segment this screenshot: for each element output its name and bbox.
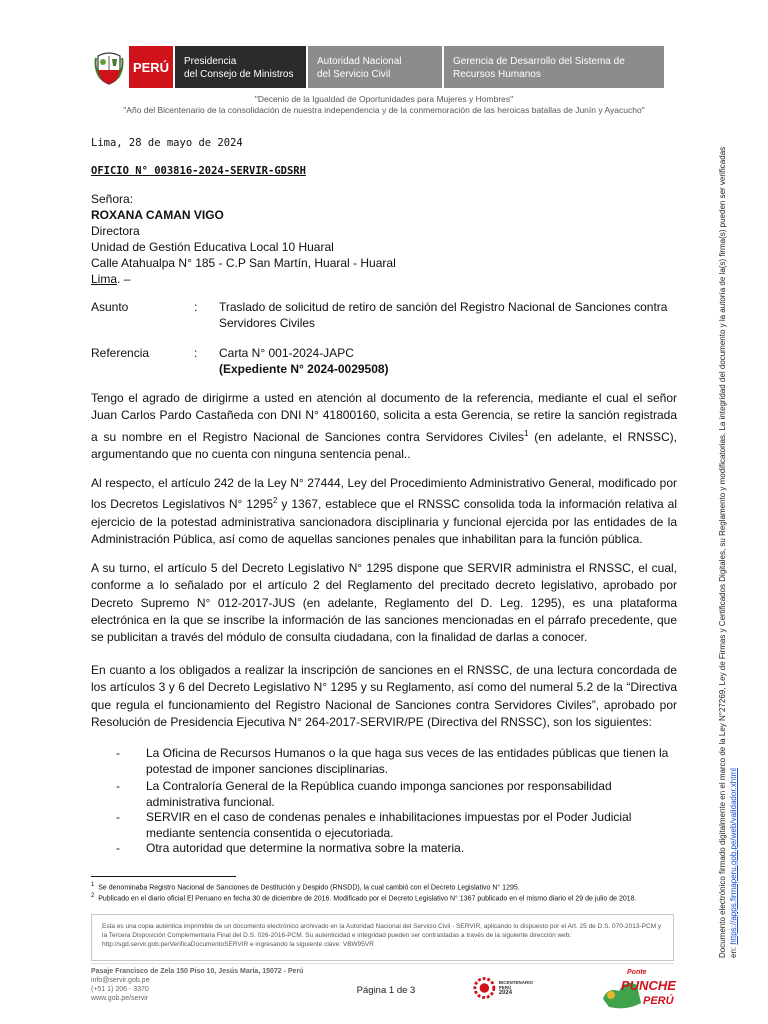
recipient-address: Calle Atahualpa N° 185 - C.P San Martín, Huaral - Huaral — [91, 256, 396, 270]
document-date: Lima, 28 de mayo de 2024 — [91, 137, 243, 149]
paragraph-2 — [91, 475, 677, 548]
recipient-block — [91, 191, 396, 287]
oficio-number: OFICIO N° 003816-2024-SERVIR-GDSRH — [91, 165, 306, 177]
bicentenario-logo — [473, 973, 533, 1003]
bicentenario-year: 2024 — [498, 989, 513, 996]
paragraph-1-tail: (en adelante, el RNSSC), argumentando que no cuenta con ninguna sentencia penal.. — [91, 429, 677, 461]
recipient-name: ROXANA CAMAN VIGO — [91, 208, 224, 222]
list-dash: - — [116, 746, 120, 760]
paragraph-1-text: Tengo el agrado de dirigirme a usted en atención al documento de la referencia, mediante el cual el señor Juan Carlos Pardo Castañeda con DNI N° 41800160, solicita a esta Gerencia, se retire la sanción registrada a su nombre en el Registro Nacional de Sanciones contra Servidores Civiles — [91, 391, 677, 444]
list-item-text: Otra autoridad que determine la normativa sobre la materia. — [146, 841, 465, 855]
verification-notice: Esta es una copia auténtica imprimible de un documento electrónico archivado en la Autoridad Nacional del Servicio Civil - SERVIR, aplicando lo dispuesto por el Art. 25 de D.S. 070-2013-PCM y la Tercera Disposición Complementaria Final del D.S. 026-2016-PCM. Su autenticidad e integridad pueden ser contrastadas a través de la siguiente dirección web: http://sgd.servir.gob.pe/VerificaDocumentoSERVIR e ingresando la siguiente clave: VBW95VR — [91, 914, 674, 961]
digital-signature-note — [717, 138, 763, 958]
country-badge: PERÚ — [129, 46, 173, 88]
footnote-rule — [91, 876, 236, 877]
asunto-line: Servidores Civiles — [219, 316, 316, 330]
header-box-line: Presidencia — [184, 56, 237, 67]
institution-header — [91, 46, 664, 88]
list-item-text: SERVIR en el caso de condenas penales e inhabilitaciones impuestas por el Poder Judicial mediante sentencia consentida o ejecutoriada. — [146, 810, 632, 840]
header-box-line: Gerencia de Desarrollo del Sistema de — [453, 56, 625, 67]
footnote-ref-1: 1 — [524, 428, 529, 438]
list-item — [116, 810, 676, 841]
paragraph-2-tail: y 1367, establece que el RNSSC consolida toda la información relativa al ejercicio de la potestad administrativa sancionadora disciplinaria y funcional ejercida por las entidades de la Administración Pública, así como de aquellas sanciones penales que inhabilitan para la función pública. — [91, 497, 677, 546]
ponte-punche-logo — [597, 969, 676, 1013]
footer-web[interactable]: www.gob.pe/servir — [91, 995, 149, 1002]
footer-phone: (+51 1) 206 - 3370 — [91, 986, 149, 993]
recipient-unit: Unidad de Gestión Educativa Local 10 Huaral — [91, 240, 334, 254]
footnote-text: Publicado en el diario oficial El Peruano en fecha 30 de diciembre de 2016. Modificado por el Decreto Legislativo N° 1367 publicado en el mismo diario el 29 de julio de 2018. — [98, 895, 637, 903]
paragraph-1 — [91, 390, 677, 463]
referencia-line: Carta N° 001-2024-JAPC — [219, 346, 354, 360]
asunto-colon: : — [194, 300, 198, 314]
footnote-num: 1 — [91, 882, 95, 888]
coat-of-arms-icon — [91, 46, 127, 88]
recipient-city-line — [91, 271, 396, 287]
header-box-line: Autoridad Nacional — [317, 56, 402, 67]
list-item — [116, 779, 676, 810]
list-item-text: La Contraloría General de la República cuando imponga sanciones por responsabilidad administrativa funcional. — [146, 779, 612, 809]
referencia-text — [219, 345, 389, 377]
header-box-servir — [308, 46, 442, 88]
footnote-1 — [91, 881, 677, 892]
paragraph-3: A su turno, el artículo 5 del Decreto Legislativo N° 1295 dispone que SERVIR administra el RNSSC, el cual, conforme a lo señalado por el artículo 2 del Reglamento del precitado decreto legislativo, aprobado por Decreto Supremo N° 012-2017-JUS (en adelante, Reglamento del D. Leg. 1295), es una plataforma electrónica en la que se inscribe la información de las sanciones mencionadas en el párrafo precedente, que se publicitan a través del módulo de consulta ciudadana, con la finalidad de darlas a conocer. — [91, 561, 677, 645]
footnote-num: 2 — [91, 893, 95, 899]
list-dash: - — [116, 779, 120, 793]
bicentenario-text — [499, 980, 533, 997]
recipient-city-suffix: . – — [117, 272, 131, 286]
list-item — [116, 841, 676, 857]
validator-link[interactable]: https://apps.firmaperu.gob.pe/web/validador.xhtml — [729, 768, 738, 945]
paragraph-4: En cuanto a los obligados a realizar la inscripción de sanciones en el RNSSC, de una lectura concordada de los artículos 3 y 6 del Decreto Legislativo N° 1295 y su Reglamento, así como del numeral 5.2 de la “Directiva que regula el funcionamiento del Registro Nacional de Sanciones contra Servidores Civiles”, aprobado por Resolución de Presidencia Ejecutiva N° 264-2017-SERVIR/PE (Directiva del RNSSC), son los siguientes: — [91, 663, 677, 729]
list-dash: - — [116, 810, 120, 824]
list-dash: - — [116, 841, 120, 855]
peru-word: PERÚ — [643, 995, 674, 1007]
footer-divider — [91, 963, 674, 964]
asunto-text — [219, 299, 679, 331]
footnote-ref-2: 2 — [273, 496, 278, 506]
referencia-label: Referencia — [91, 346, 150, 360]
header-box-line: Recursos Humanos — [453, 69, 541, 80]
bicentenario-line: PERÚ — [498, 985, 512, 991]
asunto-line: Traslado de solicitud de retiro de sanción del Registro Nacional de Sanciones contra — [219, 300, 668, 314]
ponte-word: Ponte — [627, 969, 647, 976]
signature-note-text: Documento electrónico firmado digitalmente en el marco de la Ley N°27269, Ley de Firmas y Certificados Digitales, su Reglamento y modificatorias. La integridad del documento y la autoría de la(s) firma(s) pueden ser verificadas en: — [718, 146, 738, 958]
header-box-pcm — [175, 46, 306, 88]
bicentenario-line: BICENTENARIO — [498, 979, 533, 985]
punche-word: PUNCHE — [621, 978, 676, 993]
footer-contact — [91, 967, 303, 1003]
salutation: Señora: — [91, 192, 134, 206]
bicentenario-icon — [473, 976, 496, 1000]
footer-email[interactable]: info@servir.gob.pe — [91, 977, 150, 984]
year-line: "Año del Bicentenario de la consolidación de nuestra independencia y de la conmemoración de las heroicas batallas de Junín y Ayacucho" — [123, 105, 645, 115]
year-designation — [0, 94, 768, 116]
footer-address: Pasaje Francisco de Zela 150 Piso 10, Jesús María, 15072 - Perú — [91, 968, 304, 975]
paragraph-2-text: Al respecto, el artículo 242 de la Ley N° 27444, Ley del Procedimiento Administrativo General, modificado por los Decretos Legislativos N° 1295 — [91, 476, 677, 512]
header-box-line: del Servicio Civil — [317, 69, 391, 80]
page-number: Página 1 de 3 — [356, 985, 416, 996]
referencia-expediente: (Expediente N° 2024-0029508) — [219, 362, 389, 376]
asunto-label: Asunto — [91, 300, 129, 314]
footnote-text: Se denominaba Registro Nacional de Sanciones de Destitución y Despido (RNSDD), la cual cambió con el Decreto Legislativo N° 1295. — [98, 884, 520, 892]
decenio-line: "Decenio de la Igualdad de Oportunidades para Mujeres y Hombres" — [254, 94, 514, 104]
header-box-gerencia — [444, 46, 664, 88]
list-item-text: La Oficina de Recursos Humanos o la que haga sus veces de las entidades públicas que tienen la potestad de imponer sanciones disciplinarias. — [146, 746, 669, 776]
footnote-2 — [91, 892, 677, 903]
header-box-line: del Consejo de Ministros — [184, 69, 294, 80]
referencia-colon: : — [194, 346, 198, 360]
recipient-title: Directora — [91, 224, 140, 238]
list-item — [116, 746, 676, 777]
recipient-city: Lima — [91, 272, 118, 286]
